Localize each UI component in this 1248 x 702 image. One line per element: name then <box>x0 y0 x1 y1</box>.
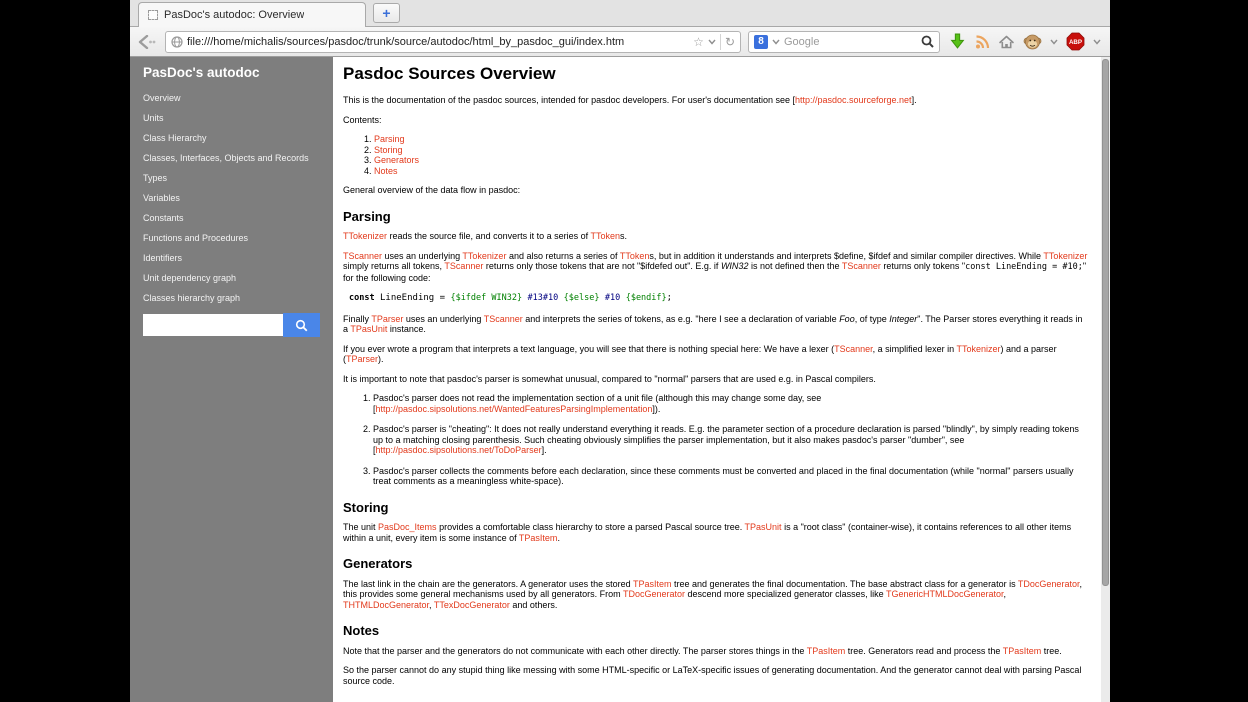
search-placeholder[interactable]: Google <box>784 35 820 48</box>
text-segment: #10 <box>604 293 621 303</box>
text-segment: " for the following code: <box>343 261 1087 283</box>
sidebar-item-units[interactable]: Units <box>143 113 164 123</box>
addon-chevron-icon[interactable] <box>1050 39 1058 45</box>
doc-link[interactable]: TPasItem <box>518 532 558 543</box>
toolbar-addon-icons <box>949 32 1101 51</box>
doc-link[interactable]: TParser <box>346 354 379 364</box>
text-segment: ). <box>378 354 384 364</box>
doc-link[interactable]: PasDoc_Items <box>378 522 437 532</box>
notes-paragraph <box>343 646 1089 657</box>
doc-link[interactable]: TPasUnit <box>350 324 388 334</box>
text-segment: The unit <box>343 522 379 532</box>
text-segment: Note that the parser and the generators do not communicate with each other directly. The parser stores things in the <box>343 645 807 656</box>
text-segment: , this provides some general mechanisms used by all generators. From <box>343 578 1082 599</box>
list-item <box>373 393 1089 414</box>
text-segment: WIN32 <box>720 261 749 271</box>
doc-link[interactable]: TToken <box>590 231 620 241</box>
sidebar-item-overview[interactable]: Overview <box>143 93 181 103</box>
text-segment: tree. Generators read and process the <box>845 645 1003 656</box>
sidebar-item-functions-procedures[interactable]: Functions and Procedures <box>143 233 249 243</box>
toc-item[interactable] <box>374 155 1089 166</box>
parsing-paragraph: It is important to note that pasdoc's parser is somewhat unusual, compared to "normal" parsers that are used e.g. in Pascal compilers. <box>343 373 876 384</box>
sidebar-search-button[interactable] <box>283 313 320 337</box>
parsing-paragraph <box>343 231 1089 242</box>
text-segment: tree and generates the final documentation. The base abstract class for a generator is <box>671 578 1018 589</box>
text-segment: Finally <box>343 313 372 324</box>
doc-link[interactable]: TGenericHTMLDocGenerator <box>885 589 1004 599</box>
doc-link[interactable]: THTMLDocGenerator <box>343 599 430 610</box>
doc-link[interactable]: TPasItem <box>1002 645 1042 656</box>
toc-link-storing[interactable]: Storing <box>374 144 403 155</box>
doc-link[interactable]: TDocGenerator <box>1017 578 1080 589</box>
doc-link[interactable]: http://pasdoc.sipsolutions.net/ToDoParser <box>375 445 542 455</box>
monkey-addon-icon[interactable] <box>1023 33 1042 51</box>
url-bar[interactable] <box>165 31 741 53</box>
search-bar[interactable] <box>748 31 940 53</box>
text-segment: Pasdoc's parser does not read the implementation section of a unit file (although this may change some day, see [ <box>373 393 822 414</box>
doc-link[interactable]: TPasItem <box>806 645 846 656</box>
overview-line: General overview of the data flow in pasdoc: <box>343 185 521 195</box>
sidebar-search <box>143 313 320 337</box>
sidebar <box>130 57 333 702</box>
browser-window <box>130 0 1110 702</box>
back-arrow-icon <box>138 35 156 49</box>
doc-link[interactable]: TScanner <box>841 261 881 271</box>
text-segment: Foo <box>839 313 855 324</box>
section-heading-storing: Storing <box>343 499 389 515</box>
doc-link[interactable]: TParser <box>371 313 404 324</box>
doc-link[interactable]: TDocGenerator <box>622 589 685 599</box>
intro-paragraph <box>343 95 1089 106</box>
contents-label: Contents: <box>343 114 382 125</box>
search-engine-chevron-icon[interactable] <box>772 39 780 45</box>
url-bar-divider <box>720 34 721 50</box>
text-segment: reads the source file, and converts it to a series of <box>387 231 591 241</box>
text-segment: simply returns all tokens, <box>343 261 445 271</box>
doc-link[interactable]: TTokenizer <box>343 231 388 241</box>
text-segment: s, but in addition it understands and interprets $define, $ifdef and similar compiler directives. While <box>649 250 1044 261</box>
tab-pasdoc-overview[interactable] <box>138 2 366 27</box>
text-segment: Pasdoc's parser is "cheating": It does not really understand everything it reads. E.g. the parameter section of a procedure declaration is parsed "blindly", by simply reading tokens up to a matching closing parenthesis. Such cheating obviously simplifies the parser implementation, but it also makes pasdoc's parser "dumber", see [ <box>373 424 1079 455</box>
section-heading-notes: Notes <box>343 623 380 638</box>
doc-link[interactable]: http://pasdoc.sipsolutions.net/WantedFeaturesParsingImplementation <box>375 403 653 414</box>
sidebar-item-unit-dependency-graph[interactable]: Unit dependency graph <box>143 273 237 283</box>
search-magnifier-icon[interactable] <box>921 35 934 48</box>
search-engine-icon[interactable]: 8 <box>754 35 768 49</box>
text-segment: {$ifdef WIN32} <box>450 293 523 303</box>
new-tab-button[interactable]: + <box>373 3 400 23</box>
toc-item[interactable] <box>374 145 1089 156</box>
sidebar-item-types[interactable]: Types <box>143 173 168 183</box>
sidebar-magnifier-icon <box>295 319 308 332</box>
sidebar-item-classes-interfaces[interactable]: Classes, Interfaces, Objects and Records <box>143 153 309 163</box>
text-segment: If you ever wrote a program that interprets a text language, you will see that there is nothing special here: We have a lexer ( <box>343 343 835 354</box>
text-segment: , of type <box>854 313 890 324</box>
back-button[interactable] <box>136 31 158 53</box>
text-segment: const LineEnding = #10; <box>965 262 1083 272</box>
pascal-code-block <box>343 293 1089 304</box>
storing-paragraph <box>343 522 1089 543</box>
doc-link[interactable]: TScanner <box>444 261 484 271</box>
text-segment: ]). <box>652 403 661 414</box>
text-segment: ". The Parser stores everything it reads in a <box>343 313 1083 334</box>
text-segment: . <box>557 532 560 543</box>
text-segment: ) and a parser ( <box>343 343 1057 364</box>
document-body <box>333 57 1101 702</box>
table-of-contents <box>343 134 1089 176</box>
bookmark-star-icon[interactable]: ☆ <box>693 34 704 49</box>
sidebar-item-variables[interactable]: Variables <box>143 193 180 203</box>
text-segment: and interprets the series of tokens, as e.g. "here I see a declaration of variable <box>522 313 840 324</box>
notes-paragraph: So the parser cannot do any stupid thing like messing with some HTML-specific or LaTeX-specific issues of generating documentation. And the generator cannot deal with parsing Pascal source code. <box>343 665 1082 686</box>
sidebar-item-identifiers[interactable]: Identifiers <box>143 253 183 263</box>
page-content-area <box>130 57 1110 702</box>
doc-link[interactable]: TTexDocGenerator <box>433 599 510 610</box>
tab-title: PasDoc's autodoc: Overview <box>164 9 305 21</box>
list-item <box>373 424 1089 456</box>
sidebar-item-classes-hierarchy-graph[interactable]: Classes hierarchy graph <box>143 293 241 303</box>
text-segment: is not defined then the <box>748 261 842 271</box>
toc-link-notes[interactable]: Notes <box>374 165 398 176</box>
doc-link[interactable]: TPasUnit <box>744 522 782 532</box>
text-segment: uses an underlying <box>382 250 463 261</box>
sidebar-search-input[interactable] <box>143 314 283 336</box>
text-segment: provides a comfortable class hierarchy to store a parsed Pascal source tree. <box>436 522 745 532</box>
text-segment: is a "root class" (container-wise), it contains references to all other items within a unit, every item is some instance of <box>343 522 1072 543</box>
parsing-paragraph <box>343 344 1089 365</box>
doc-link[interactable]: TScanner <box>483 313 523 324</box>
text-segment: const <box>349 293 375 303</box>
sidebar-item-constants[interactable]: Constants <box>143 213 184 223</box>
svg-text:ABP: ABP <box>1068 39 1083 46</box>
text-segment: LineEnding = <box>374 293 451 303</box>
tab-favicon-placeholder-icon <box>148 10 158 20</box>
text-segment: This is the documentation of the pasdoc sources, intended for pasdoc developers. For user's documentation see [ <box>343 95 795 105</box>
reload-icon[interactable]: ↻ <box>724 34 735 49</box>
text-segment: s. <box>619 231 627 241</box>
text-segment: , a simplified lexer in <box>872 343 957 354</box>
adblock-plus-icon[interactable] <box>1066 32 1085 51</box>
text-segment: tree. <box>1041 645 1062 656</box>
parser-notes-list <box>343 393 1089 487</box>
toc-link-generators[interactable]: Generators <box>374 155 420 165</box>
section-heading-parsing: Parsing <box>343 208 391 224</box>
parsing-paragraph <box>343 314 1089 335</box>
home-icon[interactable] <box>998 34 1015 50</box>
rss-feed-icon[interactable] <box>974 34 990 50</box>
text-segment: and others. <box>509 599 558 610</box>
text-segment: ]. <box>911 95 917 105</box>
url-text[interactable]: file:///home/michalis/sources/pasdoc/trunk/source/autodoc/html_by_pasdoc_gui/index.htm <box>187 35 625 48</box>
text-segment: and also returns a series of <box>506 250 620 261</box>
generators-paragraph <box>343 579 1089 611</box>
text-segment: Integer <box>889 313 918 324</box>
page-title: Pasdoc Sources Overview <box>343 64 556 83</box>
text-segment: , <box>1003 589 1007 599</box>
toc-link-parsing[interactable]: Parsing <box>374 134 405 144</box>
text-segment: , <box>429 599 434 610</box>
doc-link[interactable]: TScanner <box>834 343 873 354</box>
list-item <box>373 466 1089 487</box>
section-heading-generators: Generators <box>343 556 413 571</box>
vertical-scrollbar[interactable] <box>1101 57 1110 702</box>
text-segment: ; <box>666 293 673 303</box>
url-dropdown-chevron-icon[interactable] <box>708 39 716 45</box>
doc-link[interactable]: TTokenizer <box>1043 250 1088 261</box>
doc-link[interactable]: TPasItem <box>633 578 672 589</box>
scrollbar-thumb[interactable] <box>1102 59 1109 586</box>
abp-chevron-icon[interactable] <box>1093 39 1101 45</box>
toc-item[interactable] <box>374 134 1089 145</box>
text-segment: returns only tokens " <box>880 261 966 271</box>
doc-link[interactable]: TTokenizer <box>956 343 1001 354</box>
text-segment: #13#10 <box>527 293 559 303</box>
sidebar-title: PasDoc's autodoc <box>143 65 260 80</box>
navigation-toolbar <box>130 27 1110 57</box>
text-segment: returns only those tokens that are not "$ifdefed out". E.g. if <box>483 261 721 271</box>
tab-bar <box>130 0 1110 27</box>
text-segment: The last link in the chain are the generators. A generator uses the stored <box>343 578 634 589</box>
doc-link[interactable]: TTokenizer <box>462 250 507 261</box>
download-arrow-icon[interactable] <box>949 33 966 50</box>
page-globe-icon <box>171 36 183 48</box>
parsing-paragraph <box>343 251 1089 284</box>
text-segment: ]. <box>541 445 547 455</box>
text-segment: instance. <box>387 324 426 334</box>
doc-link[interactable]: http://pasdoc.sourceforge.net <box>794 95 912 105</box>
toc-item[interactable] <box>374 166 1089 177</box>
text-segment: {$else} <box>563 293 600 303</box>
doc-link[interactable]: TScanner <box>343 250 383 261</box>
text-segment: descend more specialized generator classes, like <box>685 589 886 599</box>
sidebar-item-class-hierarchy[interactable]: Class Hierarchy <box>143 133 207 143</box>
doc-link[interactable]: TToken <box>619 250 650 261</box>
text-segment: uses an underlying <box>403 313 484 324</box>
text-segment: Pasdoc's parser collects the comments before each declaration, since these comments must be converted and placed in the final documentation (while "normal" parsers usually treat comments as a meaningless white-space). <box>373 465 1074 486</box>
text-segment: {$endif} <box>625 293 667 303</box>
